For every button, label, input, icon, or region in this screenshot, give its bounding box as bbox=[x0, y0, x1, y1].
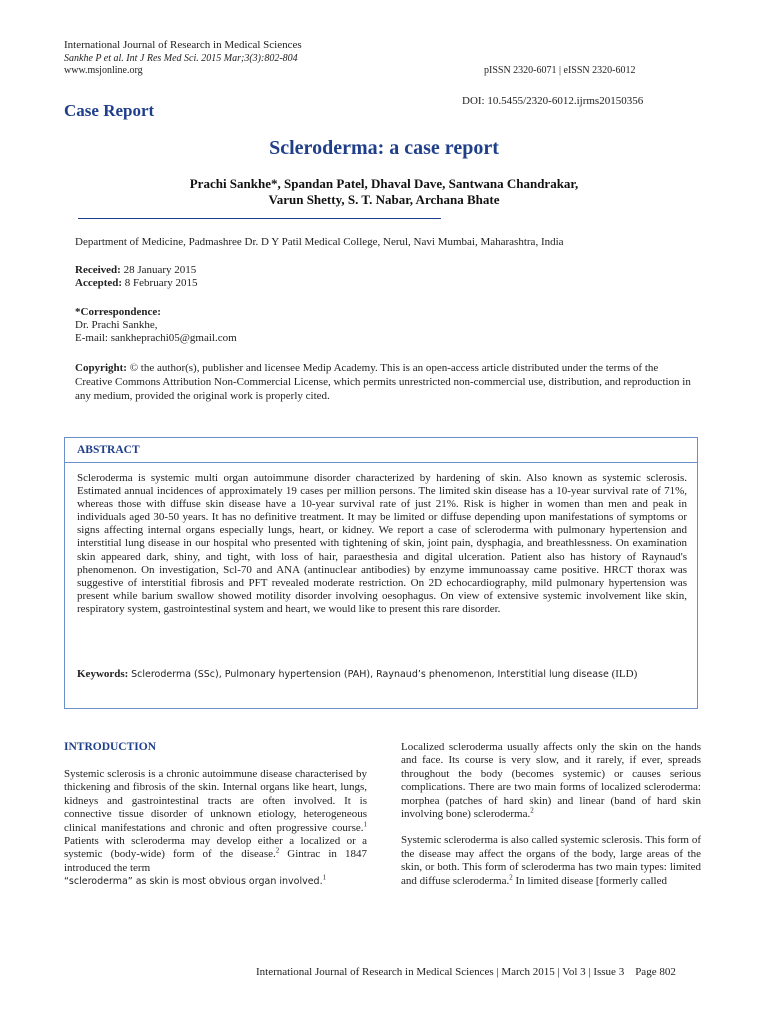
copyright-label: Copyright: bbox=[75, 362, 127, 374]
intro-paragraph-1 bbox=[64, 768, 367, 889]
article-title: Scleroderma: a case report bbox=[269, 137, 499, 159]
keywords bbox=[77, 668, 687, 682]
authors-line-2: Varun Shetty, S. T. Nabar, Archana Bhate bbox=[268, 192, 500, 207]
accepted-date: 8 February 2015 bbox=[124, 277, 198, 289]
abstract-text: Scleroderma is systemic multi organ autoimmune disorder characterized by hardening of skin. Also known as systemic sclerosis. Estimated annual incidences of approximately 19 cases per million persons. The limited skin disease has a 10-year survival rate of 71%, whereas those with diffuse skin disease have a 10-year survival rate of just 21%. Risk is higher in women than men and peak in individuals aged 30-50 years. It has no definitive treatment. It may be limited or diffuse depending upon manifestations of symptoms or signs affecting internal organs especially lungs, heart, or kidney. We report a case of scleroderma with pulmonary hypertension and interstitial lung disease in our hospital who presented with tightening of skin, joint pain, dysphagia, and breathlessness. On examination skin appeared dark, shiny, and tight, with loss of hair, paraesthesia and digital ulceration. Patient also has history of Raynaud's phenomenon. On investigation, Scl-70 and ANA (antinuclear antibodies) by enzyme immunoassay came positive. HRCT thorax was suggestive of interstitial fibrosis and PFT revealed moderate restriction. On 2D echocardiography, mild pulmonary hypertension was present while barium swallow showed motility disorder involving oesophagus. On view of extensive systemic involvement like skin, respiratory system, gastrointestinal system and heart, we would like to present this rare disorder. bbox=[77, 472, 687, 615]
correspondence bbox=[75, 306, 237, 345]
abstract-heading: ABSTRACT bbox=[77, 444, 140, 456]
received-label: Received: bbox=[75, 264, 121, 276]
localized-text: Localized scleroderma usually affects only the skin on the hands and face. Its course is very slow, and it rarely, if ever, spreads throughout the body (becomes systemic) or causes serious complications. There are two main forms of localized scleroderma: morphea (patches of hard skin) and linear (band of hard skin involving bone) scleroderma. bbox=[401, 741, 701, 821]
reference-5[interactable]: 2 bbox=[509, 873, 513, 881]
received bbox=[75, 264, 196, 277]
right-column bbox=[401, 741, 701, 901]
journal-name: International Journal of Research in Medical Sciences bbox=[64, 39, 302, 51]
left-column bbox=[64, 768, 367, 902]
section-type: Case Report bbox=[64, 101, 155, 120]
website-link[interactable]: www.msjonline.org bbox=[64, 65, 143, 76]
copyright-text: © the author(s), publisher and licensee Medip Academy. This is an open-access article distributed under the terms of the Creative Commons Attribution Non-Commercial License, which permits unrestricted non-commercial use, distribution, and reproduction in any medium, provided the original work is properly cited. bbox=[75, 362, 691, 402]
accepted bbox=[75, 277, 198, 290]
keywords-label: Keywords: bbox=[77, 668, 129, 680]
reference-1[interactable]: 1 bbox=[363, 819, 367, 828]
doi-link[interactable]: DOI: 10.5455/2320-6012.ijrms20150356 bbox=[462, 95, 644, 107]
title-divider bbox=[78, 218, 441, 219]
reference-4[interactable]: 2 bbox=[530, 806, 534, 815]
localized-paragraph bbox=[401, 741, 701, 821]
citation: Sankhe P et al. Int J Res Med Sci. 2015 Mar;3(3):802-804 bbox=[64, 53, 298, 64]
correspondence-email[interactable]: E-mail: sankheprachi05@gmail.com bbox=[75, 332, 237, 344]
issn: pISSN 2320-6071 | eISSN 2320-6012 bbox=[484, 65, 636, 76]
intro-text-c: Gintrac in 1847 introduced the term bbox=[64, 848, 367, 874]
intro-text-d: “scleroderma” as skin is most obvious organ involved. bbox=[64, 876, 323, 888]
reference-2[interactable]: 2 bbox=[275, 846, 280, 855]
abstract-divider bbox=[65, 462, 697, 463]
keywords-list: Scleroderma (SSc), Pulmonary hypertension (PAH), Raynaud’s phenomenon, Interstitial lung disease bbox=[131, 669, 609, 680]
authors bbox=[0, 176, 768, 208]
correspondence-name: Dr. Prachi Sankhe, bbox=[75, 319, 158, 331]
authors-line-1: Prachi Sankhe*, Spandan Patel, Dhaval Dave, Santwana Chandrakar, bbox=[189, 176, 579, 191]
systemic-text-a: Systemic scleroderma is also called systemic sclerosis. This form of the disease may affect the organs of the body, large areas of the skin, or both. This form of scleroderma has two main types: limited and diffuse scleroderma. bbox=[401, 834, 701, 887]
reference-3[interactable]: 1 bbox=[322, 873, 327, 882]
affiliation: Department of Medicine, Padmashree Dr. D Y Patil Medical College, Nerul, Navi Mumbai, Maharashtra, India bbox=[75, 236, 564, 248]
introduction-heading: INTRODUCTION bbox=[64, 741, 157, 753]
systemic-paragraph bbox=[401, 834, 701, 888]
page-footer: International Journal of Research in Medical Sciences | March 2015 | Vol 3 | Issue 3 Page 802 bbox=[256, 966, 676, 978]
intro-text-b: Patients with scleroderma may develop either a localized or a systemic (body-wide) form of the disease. bbox=[64, 835, 367, 861]
intro-text-a: Systemic sclerosis is a chronic autoimmune disease characterised by thickening and fibrosis of the skin. Internal organs like heart, lungs, kidneys and gastrointestinal tracts are often involved. It is connective tissue disorder of unknown etiology, heterogeneous clinical manifestations and chronic and often progressive course. bbox=[64, 768, 367, 834]
systemic-text-b: In limited disease [formerly called bbox=[512, 874, 667, 887]
copyright-notice bbox=[75, 361, 695, 403]
keywords-tail: (ILD) bbox=[611, 668, 638, 680]
accepted-label: Accepted: bbox=[75, 277, 123, 289]
received-date: 28 January 2015 bbox=[123, 264, 197, 276]
correspondence-label: *Correspondence: bbox=[75, 306, 161, 318]
